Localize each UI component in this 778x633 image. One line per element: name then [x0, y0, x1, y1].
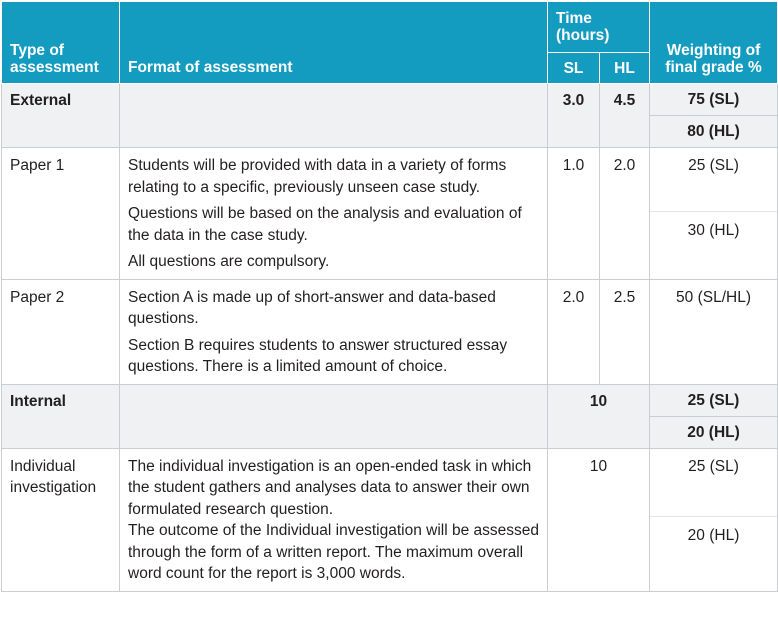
internal-weighting	[650, 384, 778, 448]
individual-desc-2: The outcome of the Individual investigation will be assessed through the form of a written report. The maximum overall word count for the report is 3,000 words.	[128, 522, 539, 582]
paper2-format	[120, 279, 548, 384]
paper1-format	[120, 148, 548, 280]
individual-weight-hl: 20 (HL)	[687, 526, 740, 544]
individual-row	[2, 448, 778, 591]
header-type: Type of assessment	[2, 2, 120, 84]
paper1-weighting	[650, 148, 778, 280]
paper2-sl-time: 2.0	[548, 279, 600, 384]
individual-desc-1: The individual investigation is an open-ended task in which the student gathers and analyses data to answer their own formulated research question.	[128, 457, 532, 518]
assessment-table	[1, 1, 778, 592]
paper1-sl-time: 1.0	[548, 148, 600, 280]
paper1-desc-3: All questions are compulsory.	[128, 253, 330, 270]
individual-format	[120, 448, 548, 591]
internal-format	[120, 384, 548, 448]
paper2-row	[2, 279, 778, 384]
paper2-desc-2: Section B requires students to answer structured essay questions. There is a limited amount of choice.	[128, 336, 508, 375]
individual-weighting	[650, 448, 778, 591]
internal-label: Internal	[2, 384, 120, 448]
paper1-desc-2: Questions will be based on the analysis and evaluation of the data in the case study.	[128, 205, 522, 244]
internal-time: 10	[548, 384, 650, 448]
external-weighting	[650, 84, 778, 148]
external-row	[2, 84, 778, 148]
external-weight-sl: 75 (SL)	[650, 84, 777, 116]
paper1-label: Paper 1	[2, 148, 120, 280]
paper2-label: Paper 2	[2, 279, 120, 384]
external-sl-time: 3.0	[548, 84, 600, 148]
paper1-desc-1: Students will be provided with data in a variety of forms relating to a specific, previously unseen case study.	[128, 157, 507, 196]
external-label: External	[2, 84, 120, 148]
individual-time: 10	[548, 448, 650, 591]
paper1-weight-hl: 30 (HL)	[687, 222, 740, 239]
header-hl: HL	[600, 53, 650, 84]
external-format	[120, 84, 548, 148]
header-weighting: Weighting of final grade %	[650, 2, 778, 84]
paper2-desc-1: Section A is made up of short-answer and data-based questions.	[128, 288, 496, 327]
paper2-hl-time: 2.5	[600, 279, 650, 384]
header-format: Format of assessment	[120, 2, 548, 84]
internal-row	[2, 384, 778, 448]
individual-label: Individual investigation	[2, 448, 120, 591]
header-sl: SL	[548, 53, 600, 84]
paper1-weight-sl: 25 (SL)	[650, 148, 777, 212]
internal-weight-sl: 25 (SL)	[650, 385, 777, 417]
external-weight-hl: 80 (HL)	[687, 123, 740, 140]
header-time: Time (hours)	[548, 2, 650, 53]
paper1-hl-time: 2.0	[600, 148, 650, 280]
paper1-row	[2, 148, 778, 280]
paper2-weighting: 50 (SL/HL)	[650, 279, 778, 384]
external-hl-time: 4.5	[600, 84, 650, 148]
individual-weight-sl: 25 (SL)	[650, 449, 777, 517]
internal-weight-hl: 20 (HL)	[687, 423, 740, 441]
